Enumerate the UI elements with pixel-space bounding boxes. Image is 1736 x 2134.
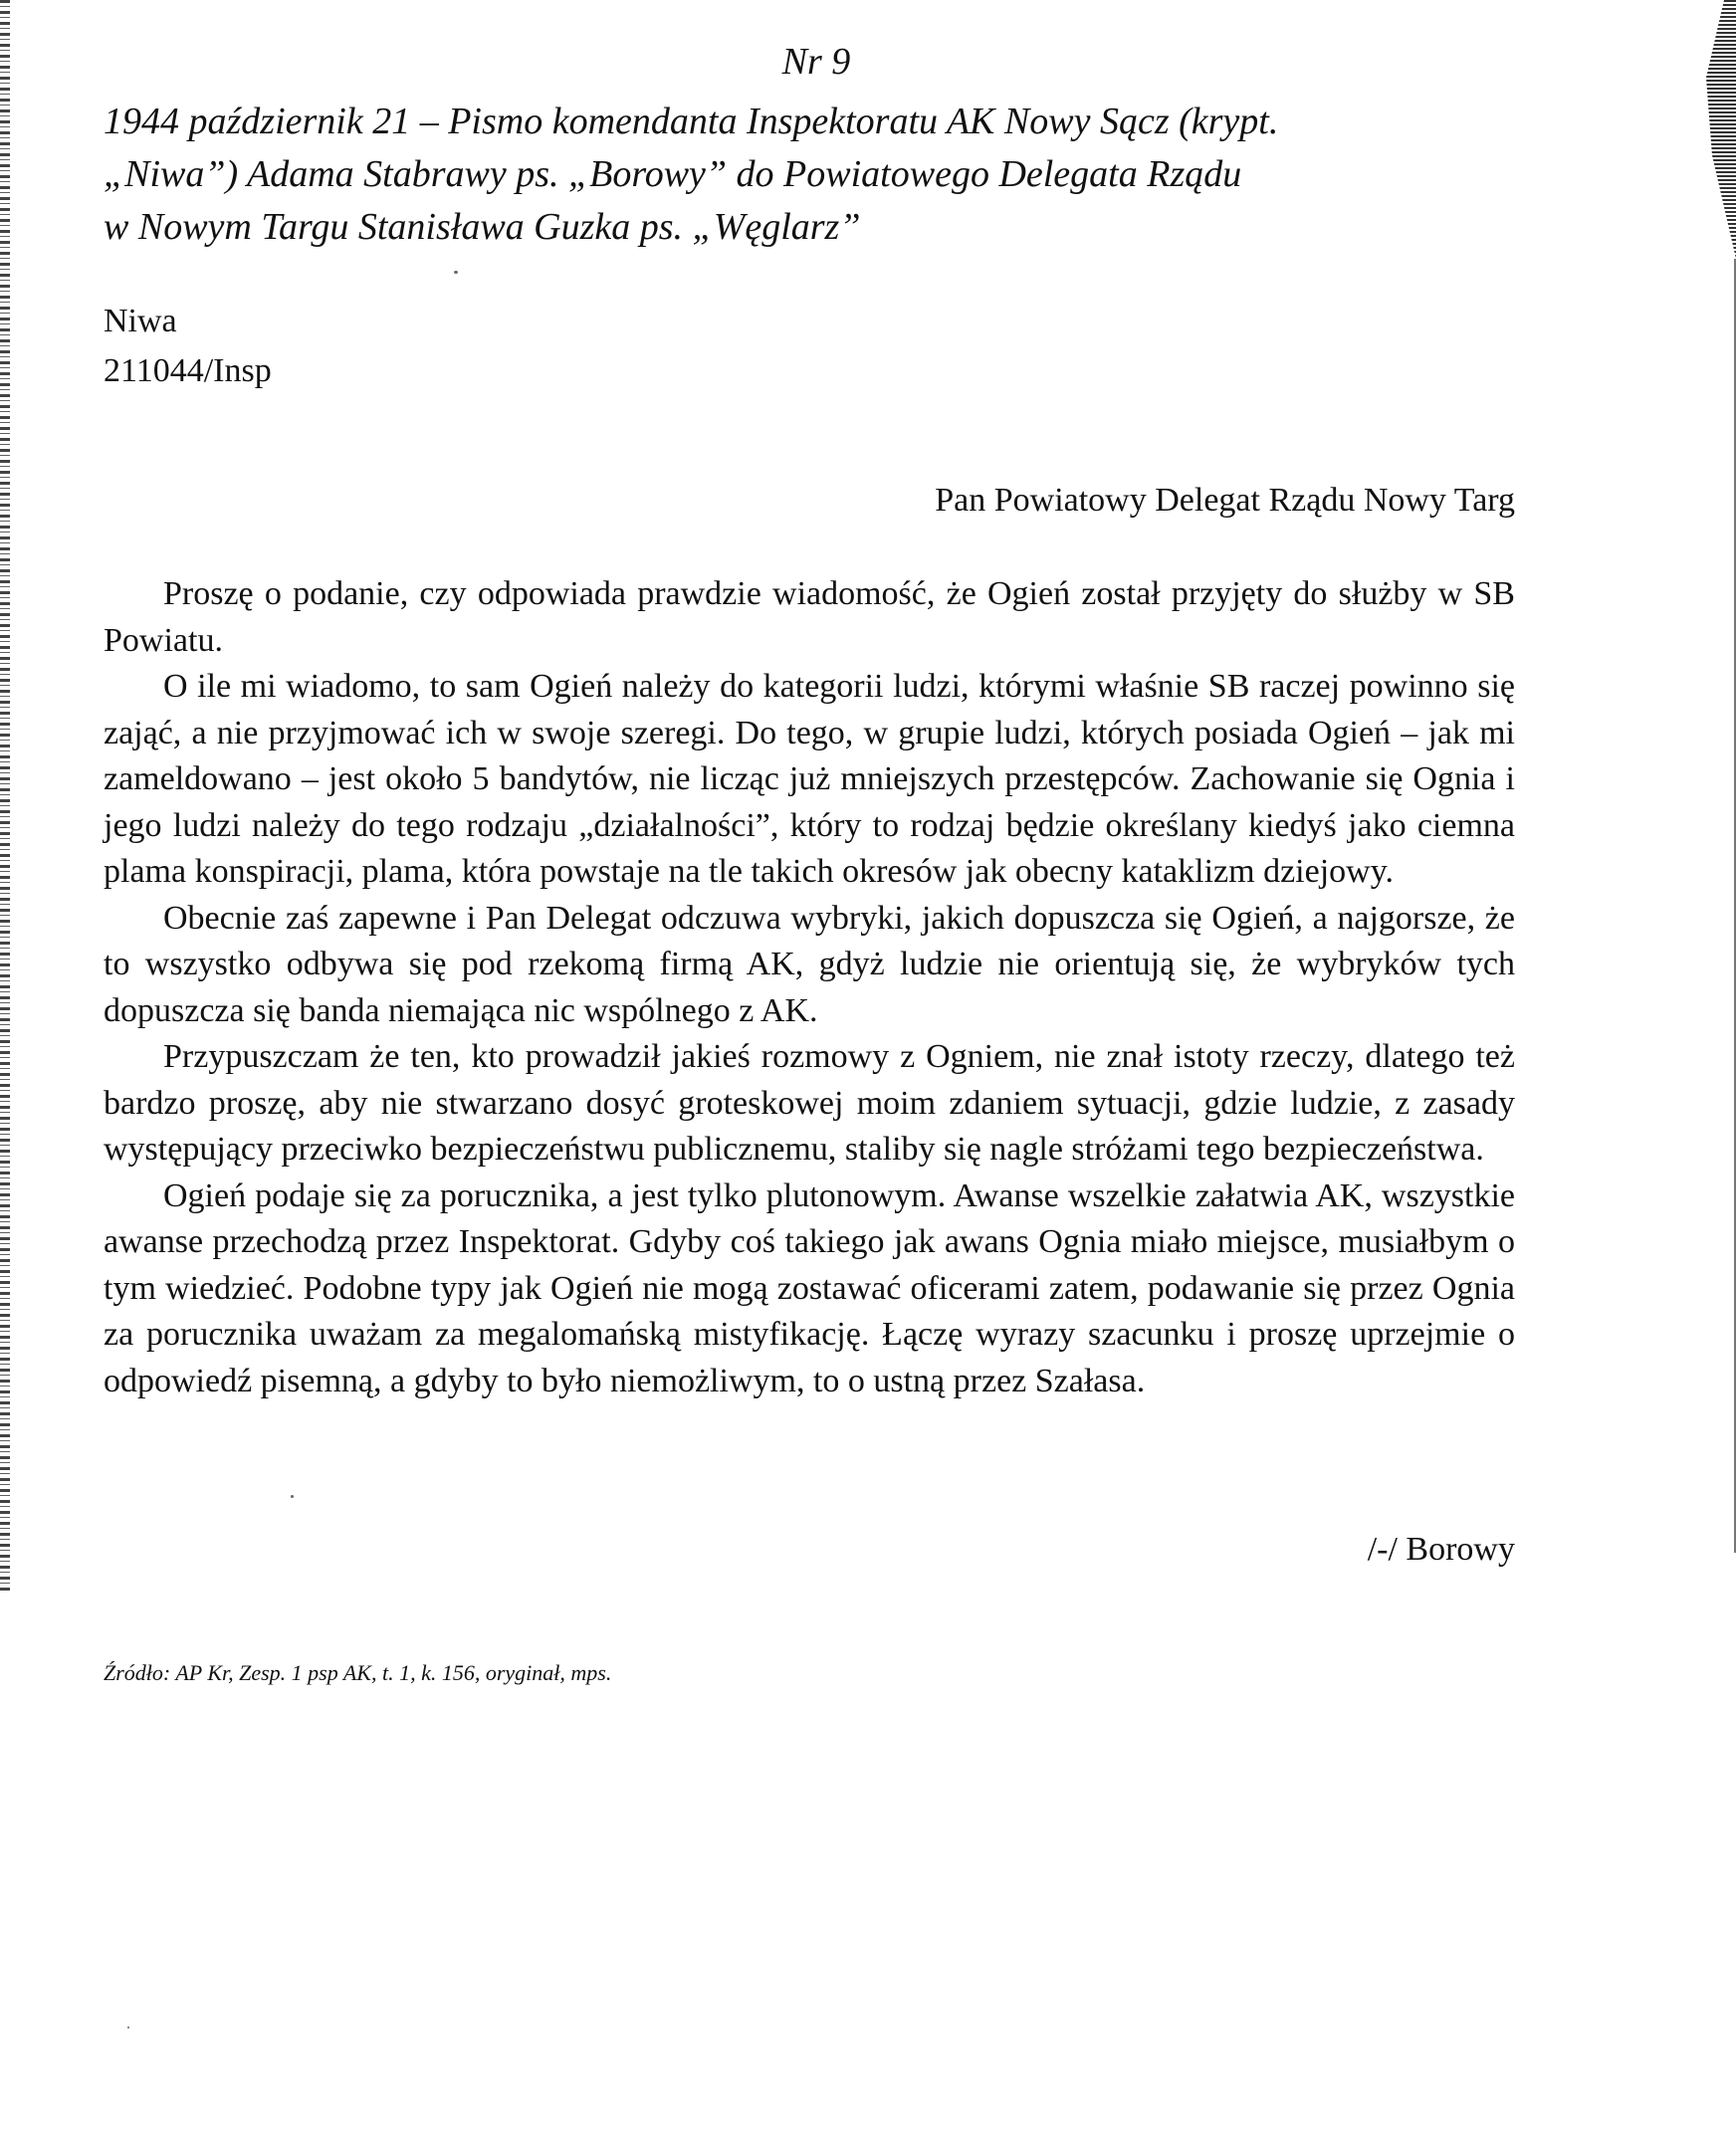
document-number: Nr 9 — [781, 41, 851, 83]
body-paragraph: O ile mi wiadomo, to sam Ogień należy do kategorii ludzi, którymi właśnie SB raczej powinno się zająć, a nie przyjmować ich w swoje szeregi. Do tego, w grupie ludzi, których posiada Ogień – jak mi zameldowano – jest około 5 bandytów, nie licząc już mniejszych przestępców. Zachowanie się Ognia i jego ludzi należy do tego rodzaju „działalności”, który to rodzaj będzie określany kiedyś jako ciemna plama konspiracji, plama, która powstaje na tle takich okresów jak obecny kataklizm dziejowy. — [104, 668, 1515, 890]
source-note: Źródło: AP Kr, Zesp. 1 psp AK, t. 1, k. 156, oryginał, mps. — [104, 1660, 612, 1685]
body-paragraph: Obecnie zaś zapewne i Pan Delegat odczuwa wybryki, jakich dopuszcza się Ogień, a najgorsze, że to wszystko odbywa się pod rzekomą firmą AK, gdyż ludzie nie orientują się, że wybryków tych dopuszcza się banda niemająca nic wspólnego z AK. — [104, 899, 1515, 1029]
scan-speck — [291, 1495, 294, 1498]
body-paragraph: Proszę o podanie, czy odpowiada prawdzie wiadomość, że Ogień został przyjęty do służby w SB Powiatu. — [104, 575, 1515, 659]
letter-body — [104, 571, 1515, 1404]
scan-speck — [127, 2027, 129, 2028]
scan-edge-right — [1706, 0, 1736, 259]
heading-line: w Nowym Targu Stanisława Guzka ps. „Węglarz” — [104, 206, 861, 248]
scan-edge-left — [0, 0, 10, 1593]
document-heading — [104, 96, 1537, 254]
sender-block — [104, 297, 272, 396]
sender-name: Niwa — [104, 303, 177, 339]
sender-reference: 211044/Insp — [104, 352, 272, 389]
body-paragraph: Przypuszczam że ten, kto prowadził jakieś rozmowy z Ogniem, nie znał istoty rzeczy, dlatego też bardzo proszę, aby nie stwarzano dosyć groteskowej moim zdaniem sytuacji, gdzie ludzie, z zasady występujący przeciwko bezpieczeństwu publicznemu, staliby się nagle stróżami tego bezpieczeństwa. — [104, 1038, 1515, 1168]
body-paragraph: Ogień podaje się za porucznika, a jest tylko plutonowym. Awanse wszelkie załatwia AK, wszystkie awanse przechodzą przez Inspektorat. Gdyby coś takiego jak awans Ognia miało miejsce, musiałbym o tym wiedzieć. Podobne typy jak Ogień nie mogą zostawać oficerami zatem, podawanie się przez Ognia za porucznika uważam za megalomańską mistyfikację. Łączę wyrazy szacunku i proszę uprzejmie o odpowiedź pisemną, a gdyby to było niemożliwym, to o ustną przez Szałasa. — [104, 1176, 1515, 1399]
scan-speck — [454, 271, 458, 274]
heading-line: „Niwa”) Adama Stabrawy ps. „Borowy” do Powiatowego Delegata Rządu — [104, 153, 1242, 195]
addressee: Pan Powiatowy Delegat Rządu Nowy Targ — [935, 482, 1515, 519]
signature: /-/ Borowy — [1367, 1531, 1515, 1568]
heading-line: 1944 październik 21 – Pismo komendanta Inspektoratu AK Nowy Sącz (krypt. — [104, 101, 1279, 142]
